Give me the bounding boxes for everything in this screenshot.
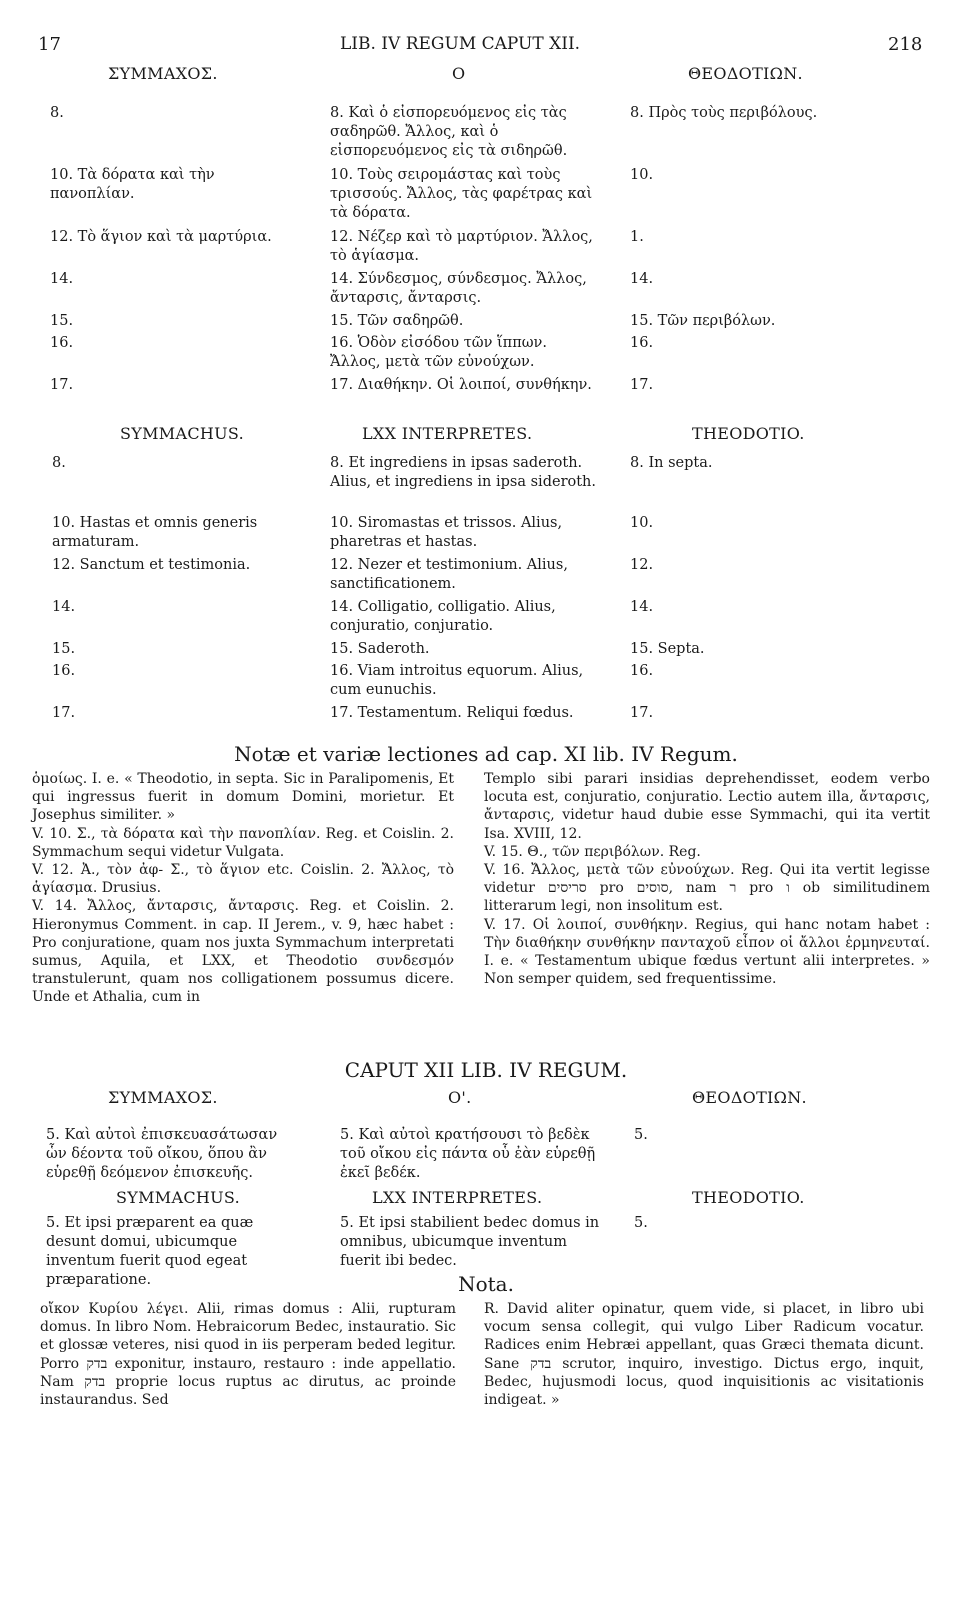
greek-lxx-15: 15. Τῶν σαδηρῶθ. — [330, 313, 464, 329]
latin2-theo-5: 5. — [634, 1215, 648, 1231]
note-left-1: ὁμοίως. I. e. « Theodotio, in septa. Sic in Paralipomenis, Et qui ingressus fuerit in domum Domini, morietur. Et Josephus similiter. » — [32, 771, 454, 824]
chapter-title: CAPUT XII LIB. IV REGUM. — [344, 1058, 628, 1082]
latin-lxx-10: 10. Siromastas et trissos. Alius, pharetras et hastas. — [330, 515, 563, 550]
col-head-theodotion-greek-2: ΘΕΟΔΟΤΙΩΝ. — [692, 1088, 807, 1107]
col-head-lxx-greek: Ο — [452, 64, 466, 83]
latin-lxx-15: 15. Saderoth. — [330, 641, 430, 657]
greek-sym-8: 8. — [50, 105, 64, 121]
col-head-symmachus-greek-2: ΣΥΜΜΑΧΟΣ. — [108, 1088, 218, 1107]
latin-sym-15: 15. — [52, 641, 76, 657]
latin-lxx-16: 16. Viam introitus equorum. Alius, cum eunuchis. — [330, 663, 584, 698]
greek-theo-16: 16. — [630, 335, 654, 351]
greek-lxx-10: 10. Τοὺς σειρομάστας καὶ τοὺς τρισσούς. Ἄλλος, τὰς φαρέτρας καὶ τὰ δόρατα. — [330, 167, 593, 221]
greek2-lxx-5: 5. Καὶ αὐτοὶ κρατήσουσι τὸ βεδὲκ τοῦ οἴκου εἰς πάντα οὗ ἐὰν εὑρεθῇ ἐκεῖ βεδέκ. — [340, 1127, 596, 1181]
notes-title: Notæ et variæ lectiones ad cap. XI lib. IV Regum. — [234, 742, 738, 766]
greek-theo-15: 15. Τῶν περιβόλων. — [630, 313, 776, 329]
greek-sym-14: 14. — [50, 271, 74, 287]
nota-right-column — [484, 1300, 924, 1409]
note-right-3: V. 16. Ἄλλος, μετὰ τῶν εὐνούχων. Reg. Qui ita vertit legisse videtur סריסים pro סוסים, nam ר pro ו ob similitudinem litterarum legi, non insolitum est. — [484, 862, 931, 915]
greek-theo-12: 1. — [630, 229, 644, 245]
note-left-4: V. 14. Ἄλλος, ἄνταρσις, ἄνταρσις. Reg. et Coislin. 2. Hieronymus Comment. in cap. II Jerem., v. 9, hæc habet : Pro conjuratione, quam nos juxta Symmachum interpretati sumus, Aquila, et LXX, et Theodotio συνδεσμόν transtulerunt, quam nos colligationem possumus dicere. Unde et Athalia, cum in — [32, 898, 454, 1006]
col-head-theodotion-greek: ΘΕΟΔΟΤΙΩΝ. — [688, 64, 803, 83]
latin-theo-17: 17. — [630, 705, 654, 721]
col-head-theodotio-latin: THEODOTIO. — [692, 424, 805, 443]
latin-sym-10: 10. Hastas et omnis generis armaturam. — [52, 515, 258, 550]
col-head-lxx-latin: LXX INTERPRETES. — [362, 424, 533, 443]
note-left-3: V. 12. Ἀ., τὸν ἀφ- Σ., τὸ ἅγιον etc. Coislin. 2. Ἄλλος, τὸ ἁγίασμα. Drusius. — [32, 862, 454, 897]
note-left-2: V. 10. Σ., τὰ δόρατα καὶ τὴν πανοπλίαν. Reg. et Coislin. 2. Symmachum sequi videtur Vulgata. — [32, 825, 454, 860]
latin-lxx-17: 17. Testamentum. Reliqui fœdus. — [330, 705, 574, 721]
page-number-left: 17 — [38, 34, 61, 55]
greek-sym-15: 15. — [50, 313, 74, 329]
col-head-symmachus-greek: ΣΥΜΜΑΧΟΣ. — [108, 64, 218, 83]
latin-sym-8: 8. — [52, 455, 66, 471]
latin2-sym-5: 5. Et ipsi præparent ea quæ desunt domui, ubicumque inventum fuerit quod egeat præparatione. — [46, 1215, 254, 1288]
nota-right-text: R. David aliter opinatur, quem vide, si placet, in libro ubi vocum sensa collegit, qui vulgo Liber Radicum vocatur. Radices enim Hebræi appellant, quas Græci themata dicunt. Sane בדק scrutor, inquiro, investigo. Dictus ergo, inquit, Bedec, hujusmodi locus, quod inquisitionis ac visitationis indigeat. » — [484, 1301, 924, 1409]
latin-theo-10: 10. — [630, 515, 654, 531]
greek-sym-17: 17. — [50, 377, 74, 393]
nota-left-column — [40, 1300, 456, 1409]
latin-sym-14: 14. — [52, 599, 76, 615]
latin-theo-14: 14. — [630, 599, 654, 615]
latin-sym-17: 17. — [52, 705, 76, 721]
greek2-theo-5: 5. — [634, 1127, 648, 1143]
greek-lxx-17: 17. Διαθήκην. Οἱ λοιποί, συνθήκην. — [330, 377, 592, 393]
notes-right-column — [484, 770, 930, 988]
greek-sym-16: 16. — [50, 335, 74, 351]
greek-theo-14: 14. — [630, 271, 654, 287]
note-right-1: Templo sibi parari insidias deprehendisset, eodem verbo locuta est, conjuratio, conjuratio. Lectio autem illa, ἄνταρσις, ἄνταρσις, videtur haud dubie esse Symmachi, qui ita vertit Isa. XVIII, 12. — [484, 771, 930, 842]
greek-theo-17: 17. — [630, 377, 654, 393]
greek-theo-10: 10. — [630, 167, 654, 183]
col-head-lxx-latin-2: LXX INTERPRETES. — [372, 1188, 543, 1207]
latin-sym-12: 12. Sanctum et testimonia. — [52, 557, 251, 573]
note-right-2: V. 15. Θ., τῶν περιβόλων. Reg. — [484, 843, 701, 860]
greek-sym-10: 10. Τὰ δόρατα καὶ τὴν πανοπλίαν. — [50, 167, 215, 202]
col-head-symmachus-latin-2: SYMMACHUS. — [116, 1188, 240, 1207]
greek-lxx-14: 14. Σύνδεσμος, σύνδεσμος. Ἄλλος, ἄνταρσις, ἄνταρσις. — [330, 271, 587, 306]
col-head-theodotio-latin-2: THEODOTIO. — [692, 1188, 805, 1207]
latin-lxx-12: 12. Nezer et testimonium. Alius, sanctificationem. — [330, 557, 568, 592]
latin-lxx-8: 8. Et ingrediens in ipsas saderoth. Alius, et ingrediens in ipsa sideroth. — [330, 455, 596, 490]
latin-theo-8: 8. In septa. — [630, 455, 713, 471]
col-head-lxx-greek-2: Ο'. — [448, 1088, 472, 1107]
nota-title: Nota. — [458, 1272, 514, 1296]
latin-sym-16: 16. — [52, 663, 76, 679]
greek-lxx-12: 12. Νέζερ καὶ τὸ μαρτύριον. Ἄλλος, τὸ ἁγίασμα. — [330, 229, 593, 264]
latin-theo-16: 16. — [630, 663, 654, 679]
greek-lxx-16: 16. Ὁδὸν εἰσόδου τῶν ἵππων. Ἄλλος, μετὰ τῶν εὐνούχων. — [330, 335, 547, 370]
nota-left-text: οἴκον Κυρίου λέγει. Alii, rimas domus : Alii, rupturam domus. In libro Nom. Hebraicorum Bedec, instauratio. Sic et glossæ veteres, nisi quod in iis perperam beded legitur. Porro בדק exponitur, instauro, restauro : inde appellatio. Nam בדק proprie locus ruptus ac dirutus, ac proinde instaurandus. Sed — [40, 1301, 457, 1409]
notes-left-column — [32, 770, 454, 1007]
greek-sym-12: 12. Τὸ ἅγιον καὶ τὰ μαρτύρια. — [50, 229, 272, 245]
latin2-lxx-5: 5. Et ipsi stabilient bedec domus in omnibus, ubicumque inventum fuerit ibi bedec. — [340, 1215, 600, 1269]
page-number-right: 218 — [888, 34, 923, 55]
greek-theo-8: 8. Πρὸς τοὺς περιβόλους. — [630, 105, 818, 121]
latin-theo-12: 12. — [630, 557, 654, 573]
latin-theo-15: 15. Septa. — [630, 641, 705, 657]
note-right-4: V. 17. Οἱ λοιποί, συνθήκην. Regius, qui hanc notam habet : Τὴν διαθήκην συνθήκην πανταχοῦ εἶπον οἱ ἄλλοι ἑρμηνευταί. I. e. « Testamentum ubique fœdus vertunt alii interpretes. » Non semper quidem, sed frequentissime. — [484, 916, 930, 988]
latin-lxx-14: 14. Colligatio, colligatio. Alius, conjuratio, conjuratio. — [330, 599, 556, 634]
greek2-sym-5: 5. Καὶ αὐτοὶ ἐπισκευασάτωσαν ὧν δέοντα τοῦ οἴκου, ὅπου ἂν εὑρεθῇ δεόμενον ἐπισκευῆς. — [46, 1127, 278, 1181]
running-title: LIB. IV REGUM CAPUT XII. — [340, 34, 581, 54]
col-head-symmachus-latin: SYMMACHUS. — [120, 424, 244, 443]
greek-lxx-8: 8. Καὶ ὁ εἰσπορευόμενος εἰς τὰς σαδηρῶθ. Ἄλλος, καὶ ὁ εἰσπορευόμενος εἰς τὰ σιδηρῶθ. — [330, 105, 568, 159]
